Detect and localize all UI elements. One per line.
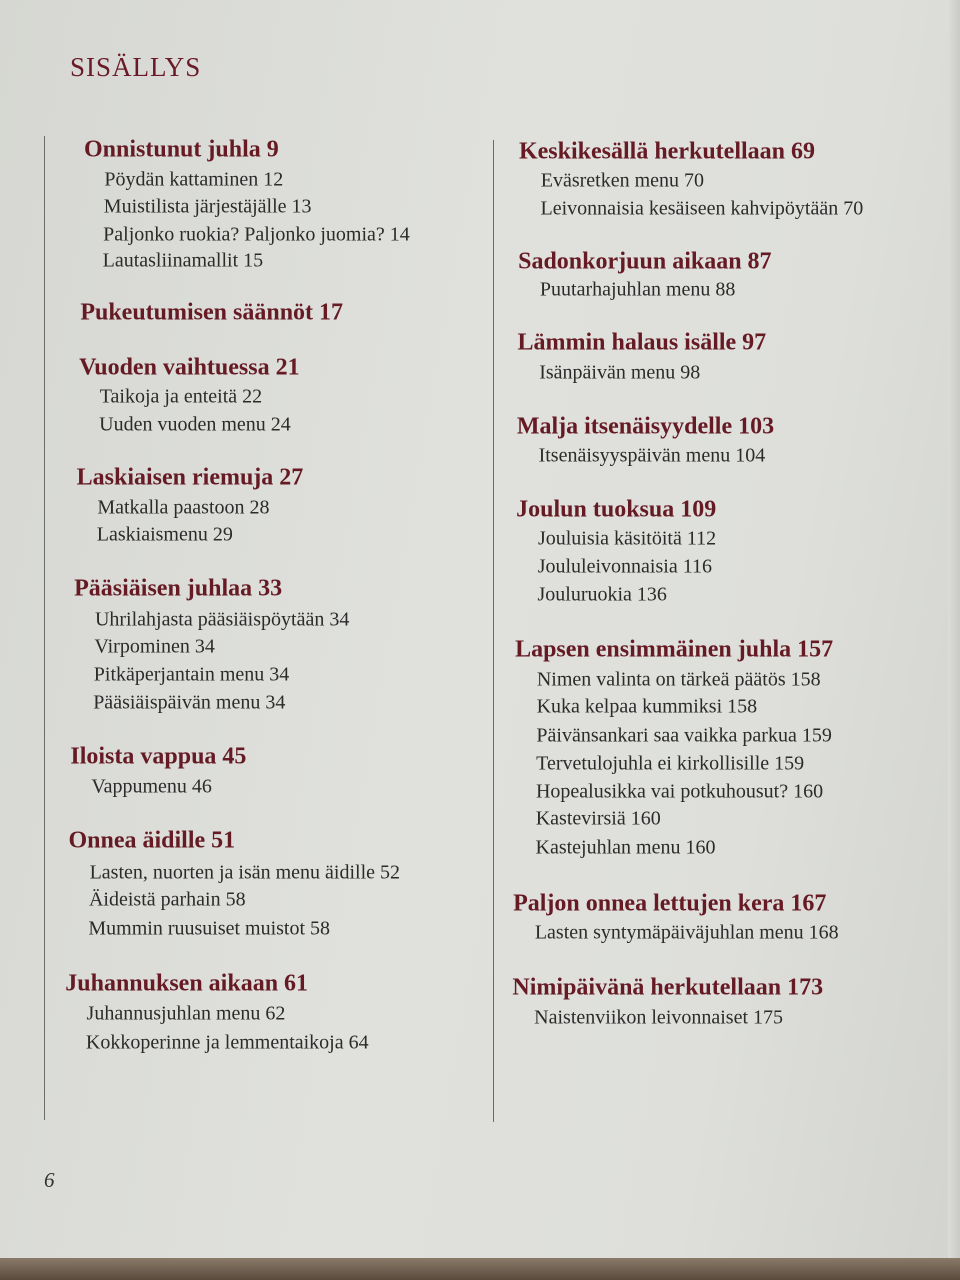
section-heading: Vuoden vaihtuessa 21 xyxy=(79,354,300,381)
section-item: Itsenäisyyspäivän menu 104 xyxy=(538,444,766,467)
section-item: Vappumenu 46 xyxy=(91,775,212,798)
section-item: Puutarhajuhlan menu 88 xyxy=(539,278,736,301)
section-heading: Pääsiäisen juhlaa 33 xyxy=(74,575,283,602)
section-item: Pitkäperjantain menu 34 xyxy=(93,663,290,686)
section-item: Juhannusjuhlan menu 62 xyxy=(86,1002,286,1025)
section-item: Kokkoperinne ja lemmentaikoja 64 xyxy=(85,1031,369,1054)
section-item: Muistilista järjestäjälle 13 xyxy=(103,195,312,218)
section-item: Lasten syntymäpäiväjuhlan menu 168 xyxy=(534,921,839,944)
section-item: Matkalla paastoon 28 xyxy=(97,496,270,519)
section-item: Isänpäivän menu 98 xyxy=(539,361,701,384)
section-heading: Laskiaisen riemuja 27 xyxy=(76,464,304,491)
book-bottom-edge xyxy=(0,1258,960,1280)
section-item: Lasten, nuorten ja isän menu äidille 52 xyxy=(89,861,401,884)
section-item: Hopealusikka vai potkuhousut? 160 xyxy=(535,780,824,803)
section-item: Paljonko ruokia? Paljonko juomia? 14 xyxy=(103,223,410,246)
section-item: Virpominen 34 xyxy=(94,635,215,658)
section-heading: Juhannuksen aikaan 61 xyxy=(65,970,309,997)
section-item: Pääsiäispäivän menu 34 xyxy=(93,691,286,714)
section-item: Nimen valinta on tärkeä päätös 158 xyxy=(536,668,821,691)
section-item: Päivänsankari saa vaikka parkua 159 xyxy=(536,724,832,747)
section-heading: Joulun tuoksua 109 xyxy=(516,496,717,523)
section-item: Leivonnaisia kesäiseen kahvipöytään 70 xyxy=(540,197,864,220)
section-item: Joululeivonnaisia 116 xyxy=(537,555,712,578)
section-heading: Keskikesällä herkutellaan 69 xyxy=(518,138,815,165)
section-item: Naistenviikon leivonnaiset 175 xyxy=(534,1006,784,1029)
section-item: Mummin ruusuiset muistot 58 xyxy=(88,917,331,940)
page-number: 6 xyxy=(44,1168,55,1192)
section-item: Uhrilahjasta pääsiäispöytään 34 xyxy=(94,608,350,631)
section-item: Tervetulojuhla ei kirkollisille 159 xyxy=(536,752,805,775)
section-item: Pöydän kattaminen 12 xyxy=(104,168,284,191)
section-item: Lautasliinamallit 15 xyxy=(102,249,264,272)
section-heading: Onnistunut juhla 9 xyxy=(84,136,279,163)
section-heading: Sadonkorjuun aikaan 87 xyxy=(518,248,772,275)
section-item: Äideistä parhain 58 xyxy=(88,888,246,911)
section-item: Kastejuhlan menu 160 xyxy=(535,836,716,859)
section-item: Jouluisia käsitöitä 112 xyxy=(537,527,717,550)
section-item: Kuka kelpaa kummiksi 158 xyxy=(536,695,758,718)
page-title: SISÄLLYS xyxy=(70,52,202,82)
page-edge-right xyxy=(948,0,960,1258)
section-heading: Pukeutumisen säännöt 17 xyxy=(80,299,344,326)
section-heading: Lapsen ensimmäinen juhla 157 xyxy=(515,636,834,663)
left-column-rule xyxy=(44,136,45,1120)
section-heading: Malja itsenäisyydelle 103 xyxy=(516,413,775,440)
section-heading: Iloista vappua 45 xyxy=(70,743,247,770)
section-item: Kastevirsiä 160 xyxy=(535,807,661,830)
section-item: Uuden vuoden menu 24 xyxy=(99,413,291,436)
right-column-rule xyxy=(493,140,494,1122)
section-item: Eväsretken menu 70 xyxy=(540,169,705,192)
section-item: Laskiaismenu 29 xyxy=(96,523,233,546)
section-heading: Onnea äidille 51 xyxy=(68,827,236,854)
section-heading: Nimipäivänä herkutellaan 173 xyxy=(512,974,824,1001)
section-item: Jouluruokia 136 xyxy=(537,583,667,606)
section-heading: Lämmin halaus isälle 97 xyxy=(517,329,767,356)
section-item: Taikoja ja enteitä 22 xyxy=(99,385,263,408)
section-heading: Paljon onnea lettujen kera 167 xyxy=(513,890,827,917)
